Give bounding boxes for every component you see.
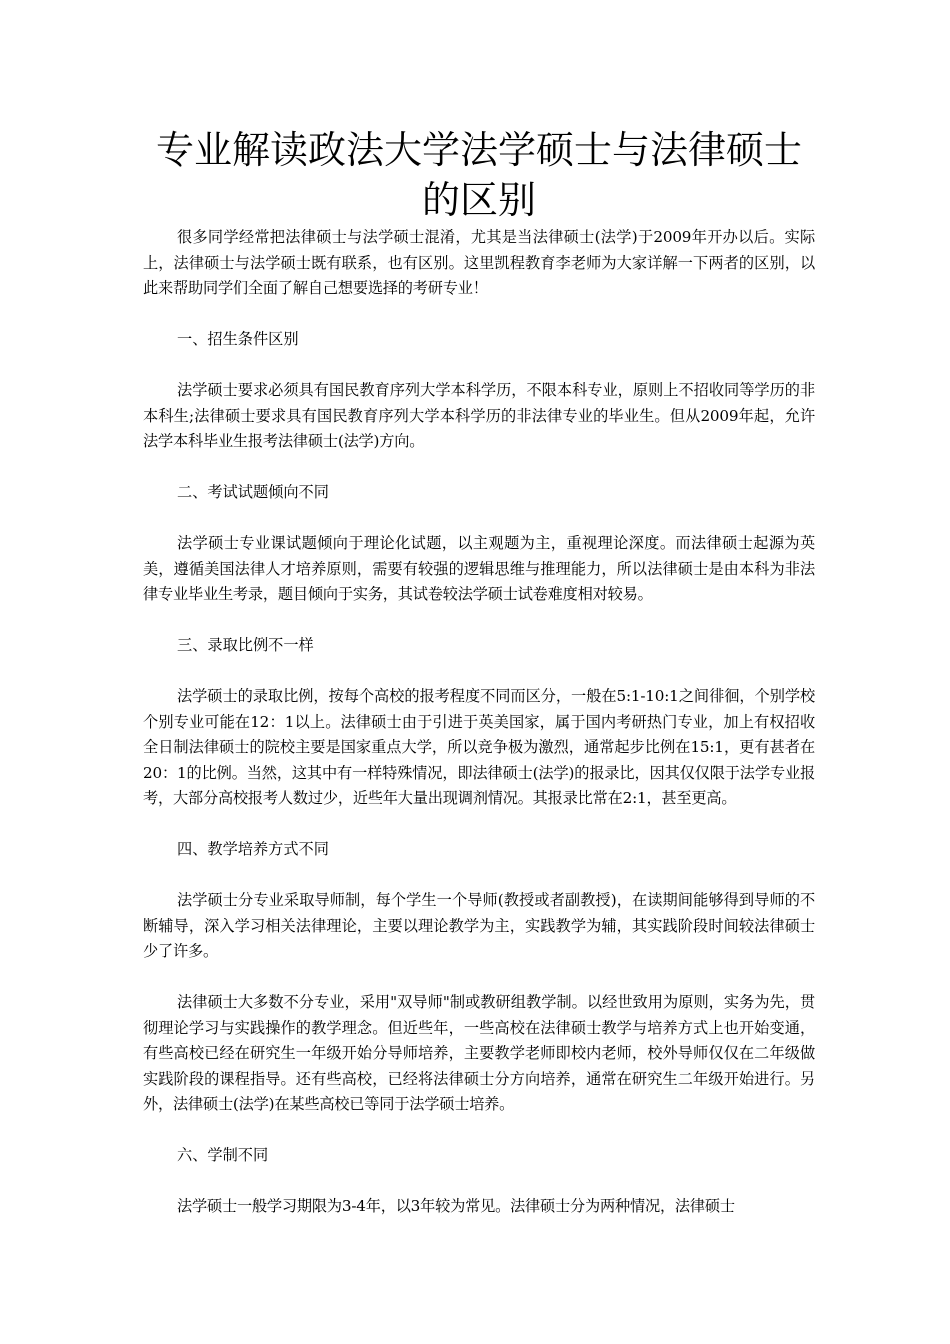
section-paragraph: 法学硕士专业课试题倾向于理论化试题，以主观题为主，重视理论深度。而法律硕士起源为英美，遵循美国法律人才培养原则，需要有较强的逻辑思维与推理能力，所以法律硕士是由本科为非法律专业毕业生考录，题目倾向于实务，其试卷较法学硕士试卷难度相对较易。 [143, 534, 815, 603]
intro-paragraph: 很多同学经常把法律硕士与法学硕士混淆，尤其是当法律硕士(法学)于2009年开办以后。实际上，法律硕士与法学硕士既有联系，也有区别。这里凯程教育李老师为大家详解一下两者的区别，以此来帮助同学们全面了解自己想要选择的考研专业！ [143, 228, 815, 297]
spacer [143, 1169, 815, 1195]
spacer [143, 1118, 815, 1144]
section-paragraph: 法学硕士分专业采取导师制，每个学生一个导师(教授或者副教授)，在读期间能够得到导师的不断辅导，深入学习相关法律理论，主要以理论教学为主，实践教学为辅，其实践阶段时间较法律硕士少了许多。 [143, 891, 815, 960]
spacer [143, 965, 815, 991]
spacer [143, 455, 815, 481]
title-line-1: 专业解读政法大学法学硕士与法律硕士 [155, 128, 802, 172]
section-paragraph: 法律硕士大多数不分专业，采用"双导师"制或教研组教学制。以经世致用为原则，实务为先，贯彻理论学习与实践操作的教学理念。但近些年，一些高校在法律硕士教学与培养方式上也开始变通，有些高校已经在研究生一年级开始分导师培养，主要教学老师即校内老师，校外导师仅仅在二年级做实践阶段的课程指导。还有些高校，已经将法律硕士分方向培养，通常在研究生二年级开始进行。另外，法律硕士(法学)在某些高校已等同于法学硕士培养。 [143, 993, 815, 1113]
section-heading-teaching: 四、教学培养方式不同 [177, 840, 329, 858]
spacer [143, 506, 815, 532]
section-heading-duration: 六、学制不同 [177, 1146, 269, 1164]
spacer [143, 812, 815, 838]
section-paragraph: 法学硕士的录取比例，按每个高校的报考程度不同而区分，一般在5:1-10:1之间徘徊，个别学校个别专业可能在12：1以上。法律硕士由于引进于英美国家，属于国内考研热门专业，加上有权招收全日制法律硕士的院校主要是国家重点大学，所以竞争极为激烈，通常起步比例在15:1，更有甚者在20：1的比例。当然，这其中有一样特殊情况，即法律硕士(法学)的报录比，因其仅仅限于法学专业报考，大部分高校报考人数过少，近些年大量出现调剂情况。其报录比常在2:1，甚至更高。 [143, 687, 815, 807]
spacer [143, 608, 815, 634]
section-paragraph: 法学硕士要求必须具有国民教育序列大学本科学历，不限本科专业，原则上不招收同等学历的非本科生;法律硕士要求具有国民教育序列大学本科学历的非法律专业的毕业生。但从2009年起，允许法学本科毕业生报考法律硕士(法学)方向。 [143, 381, 815, 450]
section-paragraph: 法学硕士一般学习期限为3-4年，以3年较为常见。法律硕士分为两种情况，法律硕士 [177, 1197, 735, 1215]
section-heading-ratio: 三、录取比例不一样 [177, 636, 314, 654]
section-heading-exam: 二、考试试题倾向不同 [177, 483, 329, 501]
title-line-2: 的区别 [421, 178, 536, 222]
spacer [143, 302, 815, 328]
section-heading-admission: 一、招生条件区别 [177, 330, 299, 348]
spacer [143, 659, 815, 685]
spacer [143, 863, 815, 889]
document-title [143, 125, 815, 225]
spacer [143, 353, 815, 379]
document-page [143, 125, 815, 1220]
